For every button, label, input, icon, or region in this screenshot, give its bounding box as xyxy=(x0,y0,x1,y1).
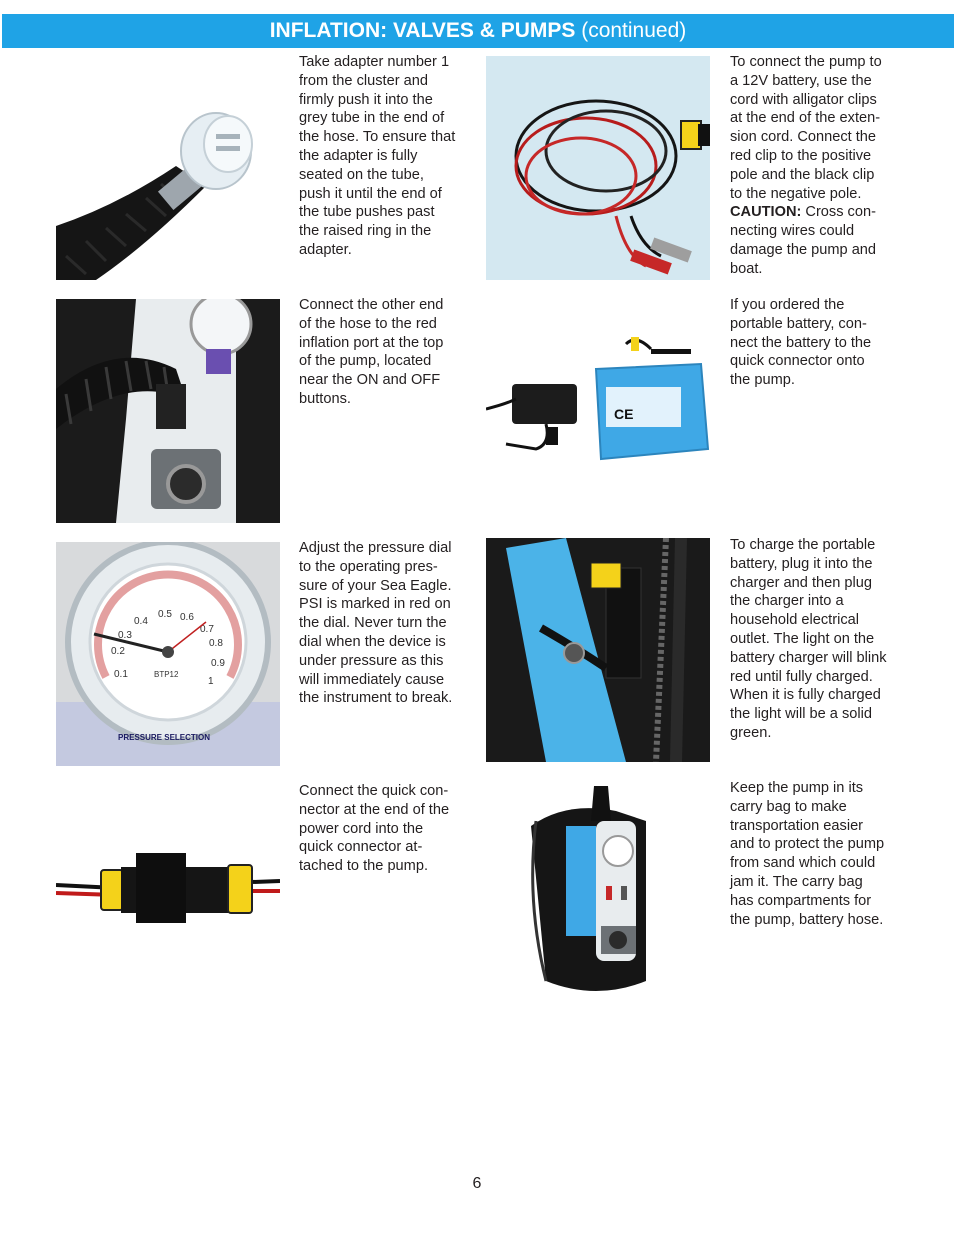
dial-label-0.7: 0.7 xyxy=(200,624,214,635)
dial-label-0.4: 0.4 xyxy=(134,616,148,627)
alligator-clips-text-caution: Cross con- necting wires could damage the pump and boat. xyxy=(730,204,877,277)
dial-label-0.8: 0.8 xyxy=(209,638,223,649)
hose-adapter-photo xyxy=(56,56,280,280)
quick-connector-photo xyxy=(56,785,280,1009)
hose-adapter-text: Take adapter number 1 from the cluster and firmly push it into the grey tube in the end of the hose. To ensure that the adapter is fully seated on the tube, push it until the end of the tube pushes past the raised ring in the adapter. xyxy=(299,54,456,258)
carry-bag-text: Keep the pump in its carry bag to make transportation easier and to protect the pump from sand which could jam it. The carry bag has compartments for the pump, battery hose. xyxy=(730,780,885,928)
dial-label-0.3: 0.3 xyxy=(118,630,132,641)
portable-battery-photo xyxy=(486,299,710,523)
header-title: INFLATION: VALVES & PUMPS xyxy=(269,19,576,42)
pressure-dial-photo xyxy=(56,542,280,766)
page-number: 6 xyxy=(472,1175,482,1192)
alligator-clips-text xyxy=(730,53,930,279)
dial-label-0.9: 0.9 xyxy=(211,658,225,669)
header-subtitle: (continued) xyxy=(575,19,687,42)
dial-model-label: BTP12 xyxy=(154,670,179,679)
dial-label-0.2: 0.2 xyxy=(111,646,125,657)
pump-inflation-port-photo xyxy=(56,299,280,523)
dial-label-0.1: 0.1 xyxy=(114,669,128,680)
battery-ce-mark: CE xyxy=(614,406,634,422)
dial-label-0.5: 0.5 xyxy=(158,609,172,620)
battery-in-bag-photo xyxy=(486,538,710,762)
caution-label: CAUTION: xyxy=(730,204,802,221)
pressure-selection-label: PRESSURE SELECTION xyxy=(118,733,211,742)
pump-inflation-port-text: Connect the other end of the hose to the red inflation port at the top of the pump, located near the ON and OFF buttons. xyxy=(299,297,444,407)
page-header xyxy=(2,14,954,48)
battery-charging-text: To charge the portable battery, plug it into the charger and then plug the charger into a household electrical outlet. The light on the battery charger will blink red until fully charged. When it is fully charged the light will be a solid green. xyxy=(730,537,887,741)
pressure-dial-text: Adjust the pressure dial to the operating pres- sure of your Sea Eagle. PSI is marked in red on the dial. Never turn the dial when the device is under pressure as this will immediately cause the instrument to break. xyxy=(299,540,453,707)
alligator-clips-text-main: To connect the pump to a 12V battery, use the cord with alligator clips at the end of the exten- sion cord. Connect the red clip to the positive pole and the black clip to the negative pole. xyxy=(730,54,882,202)
dial-label-0.6: 0.6 xyxy=(180,612,194,623)
dial-label-1: 1 xyxy=(208,676,214,687)
portable-battery-text: If you ordered the portable battery, con- nect the battery to the quick connector onto the pump. xyxy=(730,297,872,389)
pump-carry-bag-photo xyxy=(486,781,710,1005)
alligator-clips-cord-photo xyxy=(486,56,710,280)
quick-connector-text: Connect the quick con- nector at the end of the power cord into the quick connector at- tached to the pump. xyxy=(299,783,450,875)
